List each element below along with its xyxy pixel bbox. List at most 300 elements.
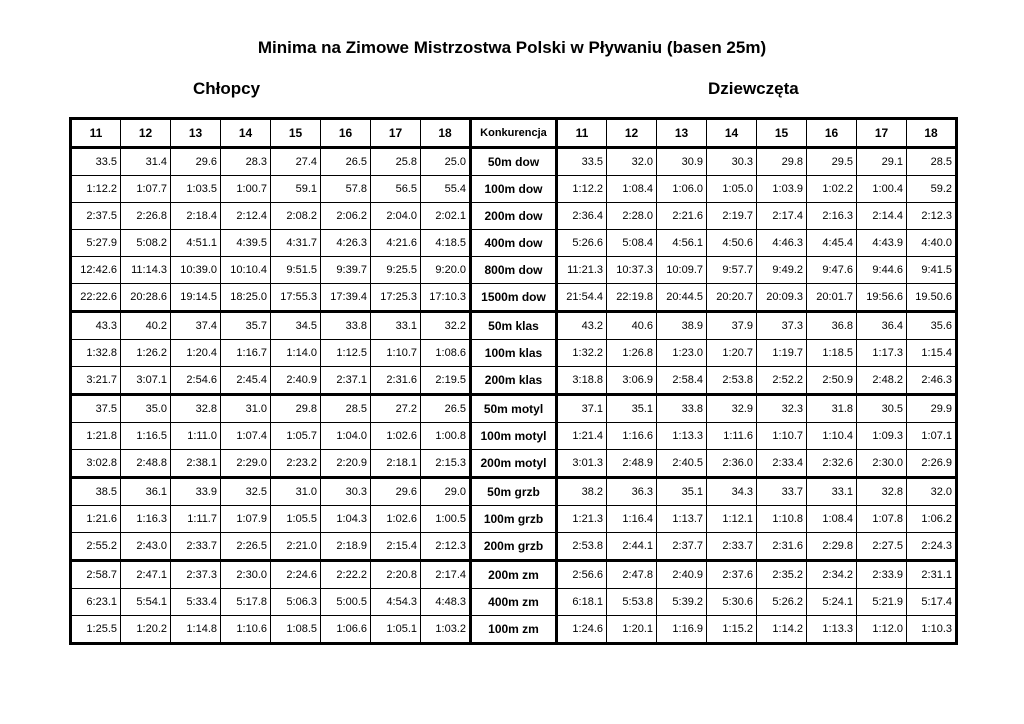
- girls-time-cell: 2:36.4: [557, 203, 607, 230]
- table-row: [71, 367, 957, 395]
- girls-time-cell: 1:12.1: [707, 506, 757, 533]
- girls-heading: Dziewczęta: [708, 79, 799, 98]
- girls-time-cell: 2:34.2: [807, 561, 857, 589]
- table-row: [71, 284, 957, 312]
- boys-time-cell: 29.0: [421, 478, 471, 506]
- boys-age-header: 15: [271, 119, 321, 148]
- boys-time-cell: 1:07.4: [221, 423, 271, 450]
- event-name-cell: 1500m dow: [471, 284, 557, 312]
- girls-time-cell: 1:26.8: [607, 340, 657, 367]
- boys-time-cell: 2:15.4: [371, 533, 421, 561]
- boys-time-cell: 1:05.5: [271, 506, 321, 533]
- boys-time-cell: 1:05.7: [271, 423, 321, 450]
- boys-time-cell: 9:39.7: [321, 257, 371, 284]
- girls-time-cell: 33.8: [657, 395, 707, 423]
- girls-time-cell: 35.6: [907, 312, 957, 340]
- girls-time-cell: 1:08.4: [807, 506, 857, 533]
- girls-time-cell: 2:40.5: [657, 450, 707, 478]
- boys-time-cell: 1:07.9: [221, 506, 271, 533]
- boys-time-cell: 17:55.3: [271, 284, 321, 312]
- girls-time-cell: 1:14.2: [757, 616, 807, 644]
- girls-time-cell: 2:35.2: [757, 561, 807, 589]
- girls-time-cell: 1:19.7: [757, 340, 807, 367]
- girls-time-cell: 32.3: [757, 395, 807, 423]
- table-body: [71, 148, 957, 644]
- boys-time-cell: 1:04.0: [321, 423, 371, 450]
- girls-time-cell: 1:10.4: [807, 423, 857, 450]
- girls-time-cell: 1:11.6: [707, 423, 757, 450]
- girls-time-cell: 30.3: [707, 148, 757, 176]
- table-row: [71, 423, 957, 450]
- boys-time-cell: 35.0: [121, 395, 171, 423]
- boys-time-cell: 2:02.1: [421, 203, 471, 230]
- boys-time-cell: 2:12.3: [421, 533, 471, 561]
- girls-time-cell: 1:12.2: [557, 176, 607, 203]
- girls-time-cell: 2:33.4: [757, 450, 807, 478]
- boys-time-cell: 17:39.4: [321, 284, 371, 312]
- boys-time-cell: 1:32.8: [71, 340, 121, 367]
- girls-time-cell: 1:20.1: [607, 616, 657, 644]
- girls-time-cell: 1:17.3: [857, 340, 907, 367]
- girls-time-cell: 2:47.8: [607, 561, 657, 589]
- girls-time-cell: 2:50.9: [807, 367, 857, 395]
- table-row: [71, 203, 957, 230]
- girls-time-cell: 5:08.4: [607, 230, 657, 257]
- girls-age-header: 12: [607, 119, 657, 148]
- girls-time-cell: 2:53.8: [557, 533, 607, 561]
- girls-time-cell: 2:17.4: [757, 203, 807, 230]
- girls-time-cell: 5:26.6: [557, 230, 607, 257]
- boys-time-cell: 26.5: [421, 395, 471, 423]
- girls-time-cell: 33.1: [807, 478, 857, 506]
- boys-time-cell: 33.9: [171, 478, 221, 506]
- boys-time-cell: 28.5: [321, 395, 371, 423]
- girls-time-cell: 30.9: [657, 148, 707, 176]
- boys-time-cell: 1:11.0: [171, 423, 221, 450]
- boys-age-header: 17: [371, 119, 421, 148]
- boys-time-cell: 25.0: [421, 148, 471, 176]
- table-row: [71, 312, 957, 340]
- girls-time-cell: 37.1: [557, 395, 607, 423]
- boys-time-cell: 1:25.5: [71, 616, 121, 644]
- boys-age-header: 11: [71, 119, 121, 148]
- girls-time-cell: 1:08.4: [607, 176, 657, 203]
- boys-time-cell: 1:21.6: [71, 506, 121, 533]
- girls-time-cell: 1:16.9: [657, 616, 707, 644]
- boys-time-cell: 1:05.1: [371, 616, 421, 644]
- boys-time-cell: 4:31.7: [271, 230, 321, 257]
- girls-time-cell: 5:30.6: [707, 589, 757, 616]
- girls-time-cell: 2:36.0: [707, 450, 757, 478]
- girls-time-cell: 21:54.4: [557, 284, 607, 312]
- girls-time-cell: 1:13.3: [807, 616, 857, 644]
- girls-time-cell: 38.2: [557, 478, 607, 506]
- boys-time-cell: 1:20.4: [171, 340, 221, 367]
- boys-time-cell: 36.1: [121, 478, 171, 506]
- girls-time-cell: 1:20.7: [707, 340, 757, 367]
- minima-table: [69, 117, 958, 645]
- boys-time-cell: 26.5: [321, 148, 371, 176]
- boys-time-cell: 5:00.5: [321, 589, 371, 616]
- boys-time-cell: 9:20.0: [421, 257, 471, 284]
- girls-time-cell: 2:46.3: [907, 367, 957, 395]
- boys-time-cell: 5:17.8: [221, 589, 271, 616]
- boys-time-cell: 5:06.3: [271, 589, 321, 616]
- girls-time-cell: 2:37.6: [707, 561, 757, 589]
- boys-time-cell: 2:37.5: [71, 203, 121, 230]
- girls-age-header: 18: [907, 119, 957, 148]
- girls-time-cell: 29.1: [857, 148, 907, 176]
- girls-time-cell: 1:10.8: [757, 506, 807, 533]
- boys-time-cell: 34.5: [271, 312, 321, 340]
- girls-time-cell: 1:16.6: [607, 423, 657, 450]
- boys-time-cell: 20:28.6: [121, 284, 171, 312]
- event-name-cell: 100m motyl: [471, 423, 557, 450]
- boys-time-cell: 1:06.6: [321, 616, 371, 644]
- girls-time-cell: 5:21.9: [857, 589, 907, 616]
- boys-time-cell: 9:51.5: [271, 257, 321, 284]
- girls-age-header: 15: [757, 119, 807, 148]
- girls-time-cell: 4:43.9: [857, 230, 907, 257]
- boys-time-cell: 2:22.2: [321, 561, 371, 589]
- table-row: [71, 533, 957, 561]
- girls-time-cell: 2:12.3: [907, 203, 957, 230]
- girls-time-cell: 2:19.7: [707, 203, 757, 230]
- girls-time-cell: 2:30.0: [857, 450, 907, 478]
- boys-time-cell: 2:26.5: [221, 533, 271, 561]
- girls-time-cell: 33.5: [557, 148, 607, 176]
- table-row: [71, 450, 957, 478]
- girls-time-cell: 29.5: [807, 148, 857, 176]
- boys-time-cell: 1:02.6: [371, 506, 421, 533]
- boys-time-cell: 2:58.7: [71, 561, 121, 589]
- girls-time-cell: 1:24.6: [557, 616, 607, 644]
- boys-time-cell: 1:16.5: [121, 423, 171, 450]
- boys-time-cell: 2:24.6: [271, 561, 321, 589]
- girls-time-cell: 1:32.2: [557, 340, 607, 367]
- boys-time-cell: 2:21.0: [271, 533, 321, 561]
- girls-time-cell: 30.5: [857, 395, 907, 423]
- girls-time-cell: 5:53.8: [607, 589, 657, 616]
- boys-time-cell: 2:38.1: [171, 450, 221, 478]
- boys-time-cell: 4:51.1: [171, 230, 221, 257]
- girls-time-cell: 1:07.1: [907, 423, 957, 450]
- event-name-cell: 200m motyl: [471, 450, 557, 478]
- boys-time-cell: 2:55.2: [71, 533, 121, 561]
- girls-time-cell: 1:16.4: [607, 506, 657, 533]
- boys-time-cell: 2:37.1: [321, 367, 371, 395]
- boys-time-cell: 6:23.1: [71, 589, 121, 616]
- girls-time-cell: 2:31.6: [757, 533, 807, 561]
- boys-age-header: 18: [421, 119, 471, 148]
- boys-time-cell: 2:18.4: [171, 203, 221, 230]
- boys-time-cell: 33.8: [321, 312, 371, 340]
- boys-time-cell: 2:54.6: [171, 367, 221, 395]
- boys-time-cell: 3:02.8: [71, 450, 121, 478]
- boys-time-cell: 1:00.5: [421, 506, 471, 533]
- girls-time-cell: 1:10.7: [757, 423, 807, 450]
- event-header: Konkurencja: [471, 119, 557, 148]
- girls-time-cell: 2:29.8: [807, 533, 857, 561]
- girls-time-cell: 1:21.3: [557, 506, 607, 533]
- boys-time-cell: 1:07.7: [121, 176, 171, 203]
- girls-time-cell: 36.3: [607, 478, 657, 506]
- girls-age-header: 16: [807, 119, 857, 148]
- girls-time-cell: 1:10.3: [907, 616, 957, 644]
- boys-time-cell: 4:21.6: [371, 230, 421, 257]
- boys-time-cell: 1:03.2: [421, 616, 471, 644]
- table-row: [71, 230, 957, 257]
- boys-time-cell: 40.2: [121, 312, 171, 340]
- girls-time-cell: 4:50.6: [707, 230, 757, 257]
- girls-time-cell: 34.3: [707, 478, 757, 506]
- boys-time-cell: 38.5: [71, 478, 121, 506]
- girls-time-cell: 19.50.6: [907, 284, 957, 312]
- girls-time-cell: 22:19.8: [607, 284, 657, 312]
- boys-time-cell: 1:10.6: [221, 616, 271, 644]
- girls-time-cell: 32.0: [607, 148, 657, 176]
- boys-time-cell: 4:54.3: [371, 589, 421, 616]
- boys-time-cell: 2:17.4: [421, 561, 471, 589]
- girls-time-cell: 2:16.3: [807, 203, 857, 230]
- girls-time-cell: 1:23.0: [657, 340, 707, 367]
- boys-age-header: 16: [321, 119, 371, 148]
- girls-time-cell: 9:47.6: [807, 257, 857, 284]
- event-name-cell: 400m zm: [471, 589, 557, 616]
- girls-time-cell: 2:52.2: [757, 367, 807, 395]
- boys-time-cell: 22:22.6: [71, 284, 121, 312]
- boys-time-cell: 3:07.1: [121, 367, 171, 395]
- event-name-cell: 100m grzb: [471, 506, 557, 533]
- table-row: [71, 506, 957, 533]
- boys-time-cell: 2:40.9: [271, 367, 321, 395]
- girls-time-cell: 2:31.1: [907, 561, 957, 589]
- girls-time-cell: 31.8: [807, 395, 857, 423]
- girls-time-cell: 10:37.3: [607, 257, 657, 284]
- girls-time-cell: 2:33.9: [857, 561, 907, 589]
- girls-time-cell: 1:12.0: [857, 616, 907, 644]
- girls-time-cell: 1:03.9: [757, 176, 807, 203]
- girls-time-cell: 4:46.3: [757, 230, 807, 257]
- girls-time-cell: 2:32.6: [807, 450, 857, 478]
- table-row: [71, 176, 957, 203]
- boys-time-cell: 5:27.9: [71, 230, 121, 257]
- boys-time-cell: 3:21.7: [71, 367, 121, 395]
- boys-time-cell: 2:29.0: [221, 450, 271, 478]
- girls-age-header: 14: [707, 119, 757, 148]
- girls-time-cell: 36.4: [857, 312, 907, 340]
- boys-time-cell: 10:10.4: [221, 257, 271, 284]
- boys-time-cell: 1:08.6: [421, 340, 471, 367]
- girls-time-cell: 1:00.4: [857, 176, 907, 203]
- boys-time-cell: 2:45.4: [221, 367, 271, 395]
- boys-time-cell: 5:33.4: [171, 589, 221, 616]
- boys-time-cell: 1:14.0: [271, 340, 321, 367]
- boys-time-cell: 1:00.8: [421, 423, 471, 450]
- girls-time-cell: 9:41.5: [907, 257, 957, 284]
- boys-time-cell: 33.5: [71, 148, 121, 176]
- boys-time-cell: 2:47.1: [121, 561, 171, 589]
- table-row: [71, 561, 957, 589]
- event-name-cell: 100m zm: [471, 616, 557, 644]
- table-row: [71, 616, 957, 644]
- girls-time-cell: 5:39.2: [657, 589, 707, 616]
- boys-time-cell: 1:03.5: [171, 176, 221, 203]
- girls-age-header: 13: [657, 119, 707, 148]
- boys-time-cell: 1:08.5: [271, 616, 321, 644]
- boys-time-cell: 29.8: [271, 395, 321, 423]
- boys-time-cell: 1:02.6: [371, 423, 421, 450]
- girls-time-cell: 32.9: [707, 395, 757, 423]
- boys-time-cell: 11:14.3: [121, 257, 171, 284]
- boys-time-cell: 32.2: [421, 312, 471, 340]
- girls-time-cell: 36.8: [807, 312, 857, 340]
- boys-time-cell: 1:14.8: [171, 616, 221, 644]
- boys-time-cell: 31.0: [221, 395, 271, 423]
- girls-time-cell: 38.9: [657, 312, 707, 340]
- event-name-cell: 200m grzb: [471, 533, 557, 561]
- girls-time-cell: 5:26.2: [757, 589, 807, 616]
- girls-time-cell: 2:27.5: [857, 533, 907, 561]
- boys-time-cell: 2:43.0: [121, 533, 171, 561]
- table-row: [71, 148, 957, 176]
- boys-time-cell: 31.0: [271, 478, 321, 506]
- girls-time-cell: 28.5: [907, 148, 957, 176]
- girls-time-cell: 1:13.3: [657, 423, 707, 450]
- boys-time-cell: 2:19.5: [421, 367, 471, 395]
- boys-time-cell: 33.1: [371, 312, 421, 340]
- boys-time-cell: 57.8: [321, 176, 371, 203]
- event-name-cell: 200m zm: [471, 561, 557, 589]
- boys-time-cell: 1:12.5: [321, 340, 371, 367]
- girls-time-cell: 2:26.9: [907, 450, 957, 478]
- girls-time-cell: 2:33.7: [707, 533, 757, 561]
- boys-time-cell: 2:08.2: [271, 203, 321, 230]
- boys-time-cell: 30.3: [321, 478, 371, 506]
- girls-time-cell: 2:48.2: [857, 367, 907, 395]
- boys-age-header: 14: [221, 119, 271, 148]
- boys-time-cell: 56.5: [371, 176, 421, 203]
- girls-time-cell: 2:14.4: [857, 203, 907, 230]
- boys-time-cell: 2:18.9: [321, 533, 371, 561]
- girls-time-cell: 33.7: [757, 478, 807, 506]
- girls-time-cell: 2:53.8: [707, 367, 757, 395]
- boys-time-cell: 28.3: [221, 148, 271, 176]
- girls-time-cell: 10:09.7: [657, 257, 707, 284]
- girls-time-cell: 40.6: [607, 312, 657, 340]
- girls-time-cell: 32.8: [857, 478, 907, 506]
- girls-time-cell: 20:09.3: [757, 284, 807, 312]
- boys-time-cell: 1:04.3: [321, 506, 371, 533]
- girls-time-cell: 5:24.1: [807, 589, 857, 616]
- girls-time-cell: 3:06.9: [607, 367, 657, 395]
- boys-time-cell: 2:33.7: [171, 533, 221, 561]
- table-row: [71, 340, 957, 367]
- boys-time-cell: 2:23.2: [271, 450, 321, 478]
- girls-time-cell: 4:45.4: [807, 230, 857, 257]
- event-name-cell: 100m dow: [471, 176, 557, 203]
- girls-age-header: 17: [857, 119, 907, 148]
- boys-time-cell: 27.2: [371, 395, 421, 423]
- table-row: [71, 589, 957, 616]
- boys-time-cell: 32.8: [171, 395, 221, 423]
- girls-time-cell: 6:18.1: [557, 589, 607, 616]
- girls-time-cell: 2:40.9: [657, 561, 707, 589]
- girls-time-cell: 29.8: [757, 148, 807, 176]
- girls-time-cell: 1:06.2: [907, 506, 957, 533]
- boys-time-cell: 2:37.3: [171, 561, 221, 589]
- girls-time-cell: 29.9: [907, 395, 957, 423]
- boys-time-cell: 37.4: [171, 312, 221, 340]
- table-row: [71, 395, 957, 423]
- girls-time-cell: 37.3: [757, 312, 807, 340]
- boys-time-cell: 2:20.8: [371, 561, 421, 589]
- girls-time-cell: 35.1: [657, 478, 707, 506]
- boys-time-cell: 37.5: [71, 395, 121, 423]
- event-name-cell: 50m klas: [471, 312, 557, 340]
- girls-time-cell: 1:09.3: [857, 423, 907, 450]
- girls-time-cell: 1:07.8: [857, 506, 907, 533]
- boys-time-cell: 5:08.2: [121, 230, 171, 257]
- boys-time-cell: 27.4: [271, 148, 321, 176]
- boys-time-cell: 4:48.3: [421, 589, 471, 616]
- girls-time-cell: 3:01.3: [557, 450, 607, 478]
- boys-time-cell: 32.5: [221, 478, 271, 506]
- boys-time-cell: 12:42.6: [71, 257, 121, 284]
- table-row: [71, 257, 957, 284]
- boys-time-cell: 35.7: [221, 312, 271, 340]
- boys-time-cell: 31.4: [121, 148, 171, 176]
- boys-time-cell: 1:10.7: [371, 340, 421, 367]
- girls-time-cell: 2:56.6: [557, 561, 607, 589]
- event-name-cell: 100m klas: [471, 340, 557, 367]
- girls-time-cell: 2:21.6: [657, 203, 707, 230]
- boys-time-cell: 4:18.5: [421, 230, 471, 257]
- boys-time-cell: 2:18.1: [371, 450, 421, 478]
- event-name-cell: 200m klas: [471, 367, 557, 395]
- boys-time-cell: 59.1: [271, 176, 321, 203]
- boys-time-cell: 2:15.3: [421, 450, 471, 478]
- boys-time-cell: 2:20.9: [321, 450, 371, 478]
- girls-time-cell: 2:44.1: [607, 533, 657, 561]
- boys-time-cell: 2:26.8: [121, 203, 171, 230]
- girls-time-cell: 1:02.2: [807, 176, 857, 203]
- girls-time-cell: 1:15.2: [707, 616, 757, 644]
- boys-time-cell: 1:11.7: [171, 506, 221, 533]
- boys-time-cell: 1:26.2: [121, 340, 171, 367]
- boys-time-cell: 29.6: [371, 478, 421, 506]
- boys-heading: Chłopcy: [193, 79, 261, 98]
- boys-time-cell: 2:04.0: [371, 203, 421, 230]
- boys-time-cell: 1:20.2: [121, 616, 171, 644]
- boys-time-cell: 19:14.5: [171, 284, 221, 312]
- girls-time-cell: 20:44.5: [657, 284, 707, 312]
- boys-time-cell: 1:16.7: [221, 340, 271, 367]
- girls-time-cell: 2:37.7: [657, 533, 707, 561]
- girls-time-cell: 9:57.7: [707, 257, 757, 284]
- girls-time-cell: 1:21.4: [557, 423, 607, 450]
- event-name-cell: 50m grzb: [471, 478, 557, 506]
- girls-age-header: 11: [557, 119, 607, 148]
- header-row: [71, 119, 957, 148]
- event-name-cell: 400m dow: [471, 230, 557, 257]
- page-title: Minima na Zimowe Mistrzostwa Polski w Pływaniu (basen 25m): [257, 38, 767, 57]
- boys-time-cell: 2:48.8: [121, 450, 171, 478]
- boys-time-cell: 43.3: [71, 312, 121, 340]
- event-name-cell: 800m dow: [471, 257, 557, 284]
- girls-time-cell: 1:06.0: [657, 176, 707, 203]
- boys-time-cell: 25.8: [371, 148, 421, 176]
